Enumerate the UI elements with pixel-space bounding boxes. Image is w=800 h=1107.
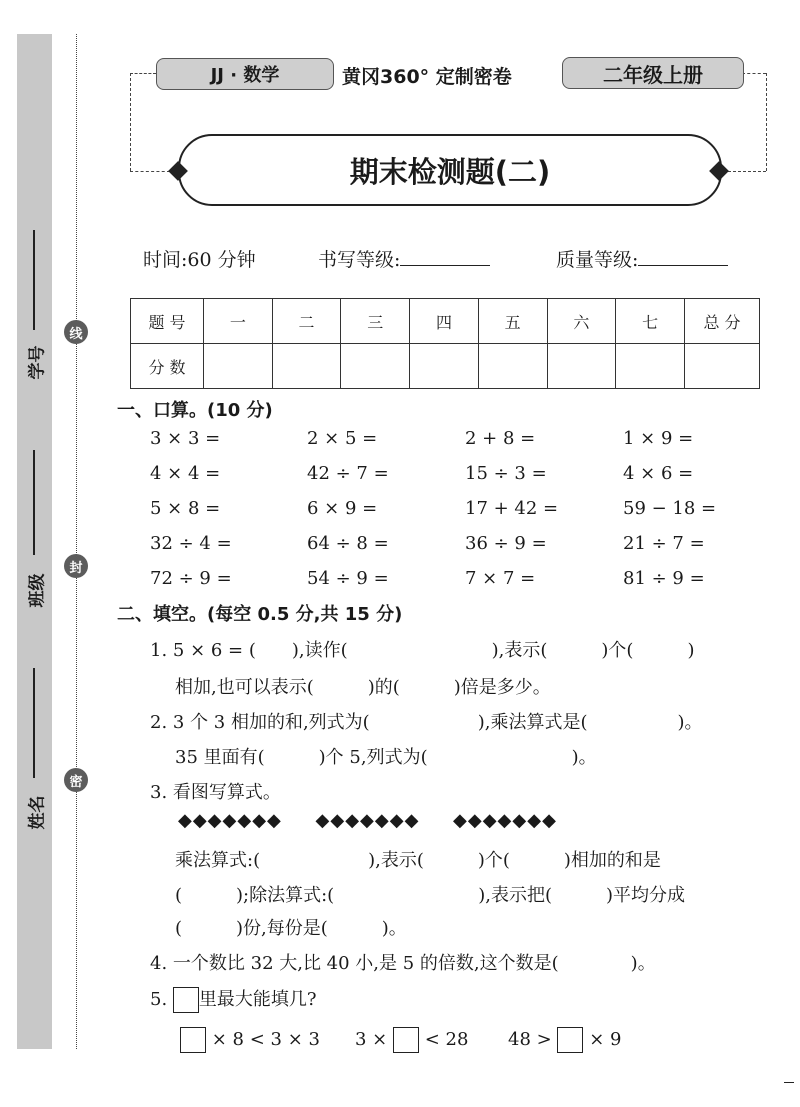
question-5-title (150, 985, 317, 1013)
row-label-cell: 分 数 (131, 344, 204, 389)
seal-line-mark: 线 (64, 320, 88, 344)
header-cell: 题 号 (131, 299, 204, 344)
calc-item: 4 × 6 = (623, 463, 694, 484)
writing-grade-blank[interactable] (400, 247, 490, 266)
inequality-text: × 8 < 3 × 3 (211, 1029, 320, 1050)
header-cell: 五 (478, 299, 547, 344)
score-table-header-row (131, 299, 760, 344)
calc-item: 4 × 4 = (150, 463, 221, 484)
calc-item: 54 ÷ 9 = (307, 568, 389, 589)
header-cell: 四 (410, 299, 479, 344)
question-5-text: 里最大能填几? (198, 989, 317, 1010)
diamond-group: ◆◆◆◆◆◆◆ (315, 810, 420, 831)
calc-item: 2 + 8 = (465, 428, 536, 449)
calc-item: 15 ÷ 3 = (465, 463, 547, 484)
header-cell: 七 (616, 299, 685, 344)
exam-time: 时间:60 分钟 (143, 249, 256, 271)
question-5-item-2 (355, 1027, 468, 1053)
class-line (33, 450, 35, 555)
question-3-line-2: ( );除法算式:( ),表示把( )平均分成 (175, 885, 685, 906)
calc-item: 72 ÷ 9 = (150, 568, 232, 589)
calc-item: 6 × 9 = (307, 498, 378, 519)
name-line (33, 668, 35, 778)
student-id-line (33, 230, 35, 330)
answer-box-icon (173, 987, 199, 1013)
header-cell: 二 (272, 299, 341, 344)
calc-item: 32 ÷ 4 = (150, 533, 232, 554)
question-1-line-1: 1. 5 × 6 = ( ),读作( ),表示( )个( ) (150, 640, 695, 661)
inequality-text: × 9 (589, 1029, 622, 1050)
calc-item: 17 + 42 = (465, 498, 559, 519)
answer-box[interactable] (393, 1027, 419, 1053)
calc-item: 2 × 5 = (307, 428, 378, 449)
header-cell: 六 (547, 299, 616, 344)
header-cell: 三 (341, 299, 410, 344)
page-title: 期末检测题(二) (178, 134, 722, 206)
header-dash-left-h (130, 171, 170, 172)
quality-grade (556, 245, 728, 272)
seal-secret-mark: 密 (64, 768, 88, 792)
score-cell[interactable] (341, 344, 410, 389)
calc-item: 59 − 18 = (623, 498, 717, 519)
question-1-line-2: 相加,也可以表示( )的( )倍是多少。 (175, 677, 551, 698)
cut-line (76, 34, 77, 1049)
score-cell[interactable] (616, 344, 685, 389)
score-cell[interactable] (204, 344, 273, 389)
inequality-text: < 28 (424, 1029, 469, 1050)
header-dash-right-h (728, 171, 766, 172)
quality-grade-blank[interactable] (638, 247, 728, 266)
inequality-text: 3 × (355, 1029, 388, 1050)
answer-box[interactable] (557, 1027, 583, 1053)
series-name: 黄冈360° 定制密卷 (342, 66, 512, 88)
writing-grade (318, 245, 490, 272)
question-5-item-3 (508, 1027, 621, 1053)
seal-seal-mark: 封 (64, 554, 88, 578)
header-dash-right-v (766, 73, 767, 171)
score-cell[interactable] (272, 344, 341, 389)
grade-pill: 二年级上册 (562, 57, 744, 89)
question-5-number: 5. (150, 989, 168, 1010)
question-5-item-1 (180, 1027, 320, 1053)
diamond-group: ◆◆◆◆◆◆◆ (178, 810, 282, 831)
header-dash-left-v (130, 73, 131, 171)
section-2-title: 二、填空。(每空 0.5 分,共 15 分) (117, 604, 403, 625)
page-corner-mark (784, 1082, 794, 1083)
writing-grade-label: 书写等级: (318, 249, 401, 271)
calc-item: 36 ÷ 9 = (465, 533, 547, 554)
question-2-line-2: 35 里面有( )个 5,列式为( )。 (175, 747, 597, 768)
header-dash-left (130, 73, 156, 74)
question-2-line-1: 2. 3 个 3 相加的和,列式为( ),乘法算式是( )。 (150, 712, 703, 733)
calc-item: 64 ÷ 8 = (307, 533, 389, 554)
section-1-title: 一、口算。(10 分) (117, 400, 273, 421)
calc-item: 1 × 9 = (623, 428, 694, 449)
inequality-text: 48 > (508, 1029, 552, 1050)
subject-pill: JJ · 数学 (156, 58, 334, 90)
calc-item: 21 ÷ 7 = (623, 533, 705, 554)
question-4: 4. 一个数比 32 大,比 40 小,是 5 的倍数,这个数是( )。 (150, 953, 656, 974)
header-cell: 总 分 (685, 299, 760, 344)
calc-item: 42 ÷ 7 = (307, 463, 389, 484)
score-cell[interactable] (410, 344, 479, 389)
student-id-label: 学号 (27, 345, 48, 380)
score-table (130, 298, 760, 389)
calc-item: 5 × 8 = (150, 498, 221, 519)
calc-item: 81 ÷ 9 = (623, 568, 705, 589)
diamond-group: ◆◆◆◆◆◆◆ (453, 810, 557, 831)
header-dash-right (742, 73, 766, 74)
name-label: 姓名 (27, 795, 48, 830)
diamond-figure (178, 810, 557, 831)
question-3-title: 3. 看图写算式。 (150, 782, 281, 803)
calc-item: 3 × 3 = (150, 428, 221, 449)
header-cell: 一 (204, 299, 273, 344)
question-3-line-1: 乘法算式:( ),表示( )个( )相加的和是 (175, 850, 661, 871)
score-table-score-row (131, 344, 760, 389)
answer-box[interactable] (180, 1027, 206, 1053)
calc-item: 7 × 7 = (465, 568, 536, 589)
score-cell[interactable] (685, 344, 760, 389)
class-label: 班级 (27, 573, 48, 608)
question-3-line-3: ( )份,每份是( )。 (175, 918, 407, 939)
score-cell[interactable] (478, 344, 547, 389)
quality-grade-label: 质量等级: (556, 249, 639, 271)
score-cell[interactable] (547, 344, 616, 389)
